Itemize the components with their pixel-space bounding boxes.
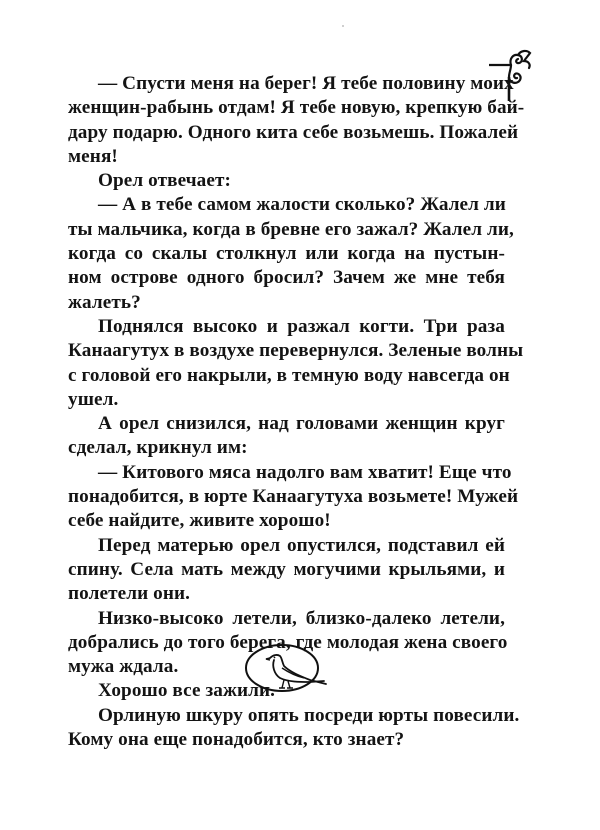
paragraph-2 bbox=[68, 169, 505, 193]
paragraph-7 bbox=[68, 534, 505, 607]
text-line: Кому она еще понадобится, кто знает? bbox=[68, 729, 405, 751]
text-line: дару подарю. Одного кита себе возьмешь. Пожалей bbox=[68, 121, 519, 143]
paragraph-3 bbox=[68, 193, 514, 314]
text-line: Орлиную шкуру опять посреди юрты повесили. bbox=[98, 704, 520, 726]
text-line: Канаагутух в воздухе перевернулся. Зеленые волны bbox=[68, 340, 524, 362]
text-line: ном острове одного бросил? Зачем же мне тебя bbox=[68, 267, 505, 289]
text-line: жалеть? bbox=[68, 291, 141, 313]
text-line: — Спусти меня на берег! Я тебе половину моих bbox=[98, 73, 514, 94]
text-line: Орел отвечает: bbox=[98, 170, 231, 192]
text-line: Хорошо все зажили. bbox=[98, 680, 276, 702]
text-line: спину. Села мать между могучими крыльями, и bbox=[68, 558, 505, 580]
bird-in-oval-icon bbox=[244, 640, 328, 696]
text-line: Перед матерью орел опустился, подставил ей bbox=[98, 534, 505, 556]
text-line: меня! bbox=[68, 145, 118, 167]
text-line: понадобится, в юрте Канаагутуха возьмете! Мужей bbox=[68, 486, 519, 508]
text-line: женщин-рабынь отдам! Я тебе новую, крепкую бай- bbox=[68, 97, 525, 119]
text-line: полетели они. bbox=[68, 583, 191, 605]
text-line: себе найдите, живите хорошо! bbox=[68, 510, 331, 532]
text-line: — Китового мяса надолго вам хватит! Еще что bbox=[98, 461, 512, 483]
text-line: ушел. bbox=[68, 388, 119, 410]
text-line: мужа ждала. bbox=[68, 656, 179, 678]
text-line: А орел снизился, над головами женщин круг bbox=[98, 413, 505, 435]
text-line: Низко-высоко летели, близко-далеко летели, bbox=[98, 607, 505, 629]
paragraph-1 bbox=[68, 72, 525, 169]
paragraph-10 bbox=[68, 704, 520, 753]
paragraph-6 bbox=[68, 461, 519, 534]
scan-speck bbox=[342, 25, 344, 27]
text-line: с головой его накрыли, в темную воду навсегда он bbox=[68, 364, 510, 386]
text-line: ты мальчика, когда в бревне его зажал? Жалел ли, bbox=[68, 218, 514, 240]
text-line: Поднялся высоко и разжал когти. Три раза bbox=[98, 315, 505, 337]
text-line: сделал, крикнул им: bbox=[68, 437, 248, 459]
text-line: — А в тебе самом жалости сколько? Жалел ли bbox=[98, 194, 506, 216]
text-line: когда со скалы столкнул или когда на пустын- bbox=[68, 243, 505, 265]
paragraph-4 bbox=[68, 315, 524, 412]
paragraph-5 bbox=[68, 412, 505, 461]
text-line: добрались до того берега, где молодая жена своего bbox=[68, 631, 508, 653]
